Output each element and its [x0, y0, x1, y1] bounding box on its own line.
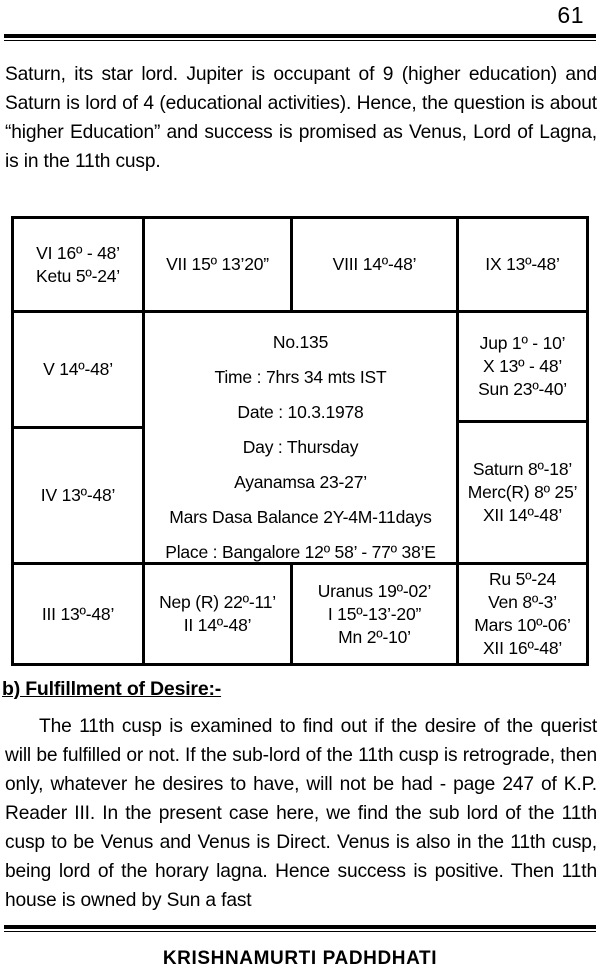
chart-cell-bottom-1 — [145, 565, 293, 663]
section-heading: b) Fulfillment of Desire:- — [2, 678, 222, 700]
chart-center-line: Date : 10.3.1978 — [237, 402, 364, 422]
chart-cell-line: V 14º-48’ — [43, 359, 113, 379]
chart-cell-left-1 — [14, 313, 145, 429]
chart-cell-top-1 — [14, 219, 145, 313]
chart-cell-line: II 14º-48’ — [183, 615, 252, 635]
chart-cell-line: Merc(R) 8º 25’ — [467, 482, 578, 502]
chart-cell-line: IX 13º-48’ — [485, 254, 560, 274]
chart-cell-line: Nep (R) 22º-11’ — [159, 592, 276, 612]
chart-cell-left-3 — [14, 565, 145, 663]
chart-cell-line: Ketu 5º-24’ — [36, 265, 120, 286]
chart-cell-line: VII 15º 13’20” — [166, 254, 269, 274]
chart-cell-line: Uranus 19º-02’ — [317, 580, 432, 601]
footer-divider — [4, 925, 596, 932]
chart-center-line: Day : Thursday — [242, 437, 359, 457]
chart-cell-line: Saturn 8º-18’ — [472, 459, 573, 479]
chart-center-line: Mars Dasa Balance 2Y-4M-11days — [169, 507, 432, 527]
header-rule-thin — [4, 40, 596, 41]
footer-title: KRISHNAMURTI PADHDHATI — [162, 948, 438, 969]
chart-cell-line: I 15º-13’-20” — [327, 603, 422, 624]
chart-cell-line: Mn 2º-10’ — [338, 626, 411, 647]
chart-cell-line: XII 14º-48’ — [482, 505, 563, 525]
chart-cell-line: Ven 8º-3’ — [488, 592, 557, 612]
chart-cell-top-4 — [459, 219, 586, 313]
chart-cell-line: Sun 23º-40’ — [478, 379, 567, 399]
chart-cell-line: IV 13º-48’ — [40, 485, 116, 505]
chart-cell-right-1 — [459, 313, 586, 423]
chart-cell-line: III 13º-48’ — [41, 603, 115, 624]
chart-cell-line: VI 16º - 48’ — [36, 242, 120, 263]
chart-center-line: Ayanamsa 23-27’ — [234, 472, 367, 492]
footer-rule-thin — [4, 931, 596, 932]
chart-cell-top-3 — [293, 219, 459, 313]
chart-cell-line: X 13º - 48’ — [482, 356, 563, 376]
chart-cell-bottom-2 — [293, 565, 459, 663]
chart-cell-top-2 — [145, 219, 293, 313]
chart-center-line: No.135 — [272, 332, 329, 352]
chart-cell-line: XII 16º-48’ — [482, 638, 563, 658]
chart-center-line: Place : Bangalore 12º 58’ - 77º 38’E — [165, 542, 436, 562]
page-number: 61 — [557, 2, 584, 28]
header-divider — [4, 34, 596, 41]
body-paragraph: The 11th cusp is examined to find out if the desire of the querist will be fulfilled or not. If the sub-lord of the 11th cusp is retrograde, then only, whatever he desires to have, will not be had - page 247 of K.P. Reader III. In the present case here, we find the sub lord of the 11th cusp to be Venus and Venus is Direct. Venus is also in the 11th cusp, being lord of the horary lagna. Hence success is positive. Then 11th house is owned by Sun a fast — [5, 716, 597, 911]
chart-cell-line: VIII 14º-48’ — [332, 254, 417, 274]
chart-center-line: Time : 7hrs 34 mts IST — [214, 367, 387, 387]
chart-center-details — [145, 313, 459, 565]
chart-cell-line: Jup 1º - 10’ — [479, 333, 566, 353]
horoscope-chart — [11, 216, 589, 666]
chart-cell-line: Ru 5º-24 — [488, 569, 557, 589]
chart-cell-left-2 — [14, 429, 145, 565]
intro-paragraph: Saturn, its star lord. Jupiter is occupant of 9 (higher education) and Saturn is lord of 4 (educational activities). Hence, the question is about “higher Education” and success is promised as Venus, Lord of Lagna, is in the 11th cusp. — [5, 64, 597, 172]
chart-cell-line: Mars 10º-06’ — [474, 615, 571, 635]
chart-cell-right-2 — [459, 423, 586, 565]
chart-cell-right-3 — [459, 565, 586, 663]
